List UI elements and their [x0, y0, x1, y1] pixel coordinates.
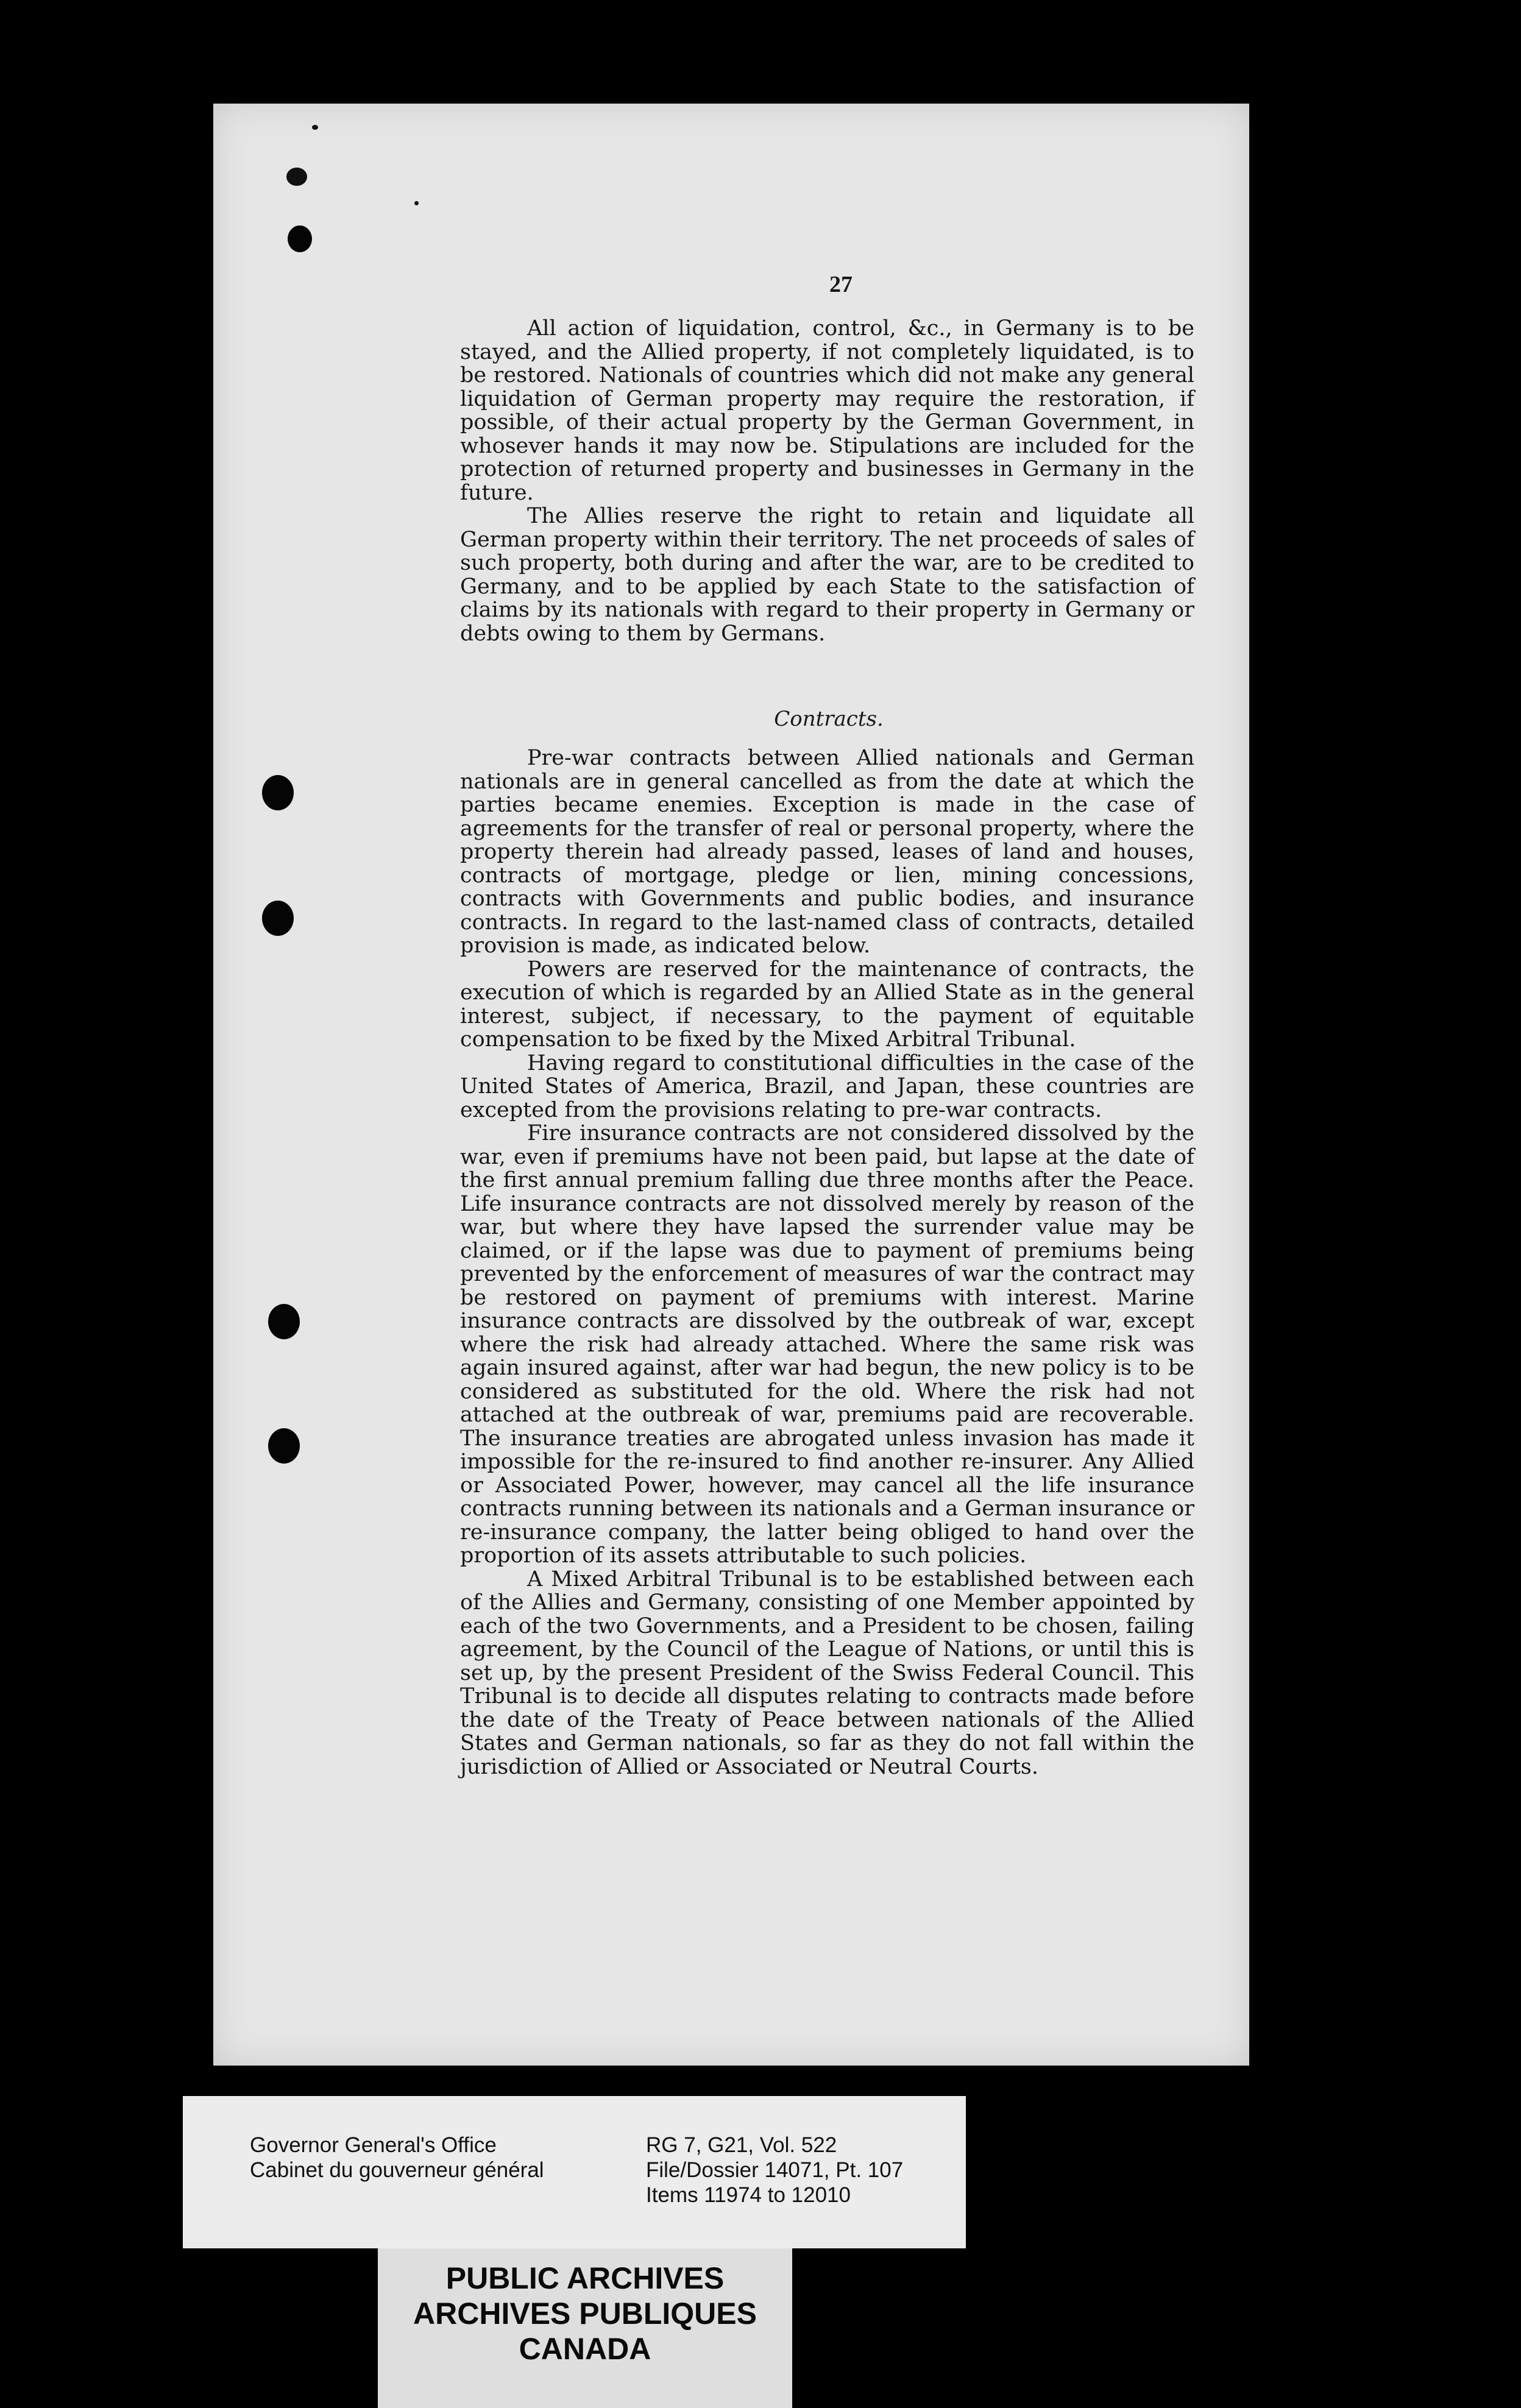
binder-hole [268, 1428, 300, 1464]
archive-reference-card [183, 2096, 966, 2248]
page-speck [286, 168, 307, 186]
public-archives-label [378, 2248, 792, 2408]
body-text-contracts [460, 746, 1194, 1779]
archive-label-line: PUBLIC ARCHIVES [445, 2261, 725, 2295]
paragraph: The Allies reserve the right to retain and liquidate all German property within their territory. The net proceeds of sales of such property, both during and after the war, are to be credited to Germany, and to be applied by each State to the satisfaction of claims by its nationals with regard to their property in Germany or debts owing to them by Germans. [460, 504, 1194, 646]
paragraph: Pre-war contracts between Allied nationals and German nationals are in general cancelled as from the date at which the parties became enemies. Exception is made in the case of agreements for the transfer of real or personal property, where the property therein had already passed, leases of land and houses, contracts of mortgage, pledge or lien, mining concessions, contracts with Governments and public bodies, and insurance contracts. In regard to the last-named class of contracts, detailed provision is made, as indicated below. [460, 746, 1194, 958]
binder-hole [262, 901, 294, 936]
paragraph: Powers are reserved for the maintenance of contracts, the execution of which is regarded by an Allied State as in the general interest, subject, if necessary, to the payment of equitable compensation to be fixed by the Mixed Arbitral Tribunal. [460, 957, 1194, 1052]
archive-label-line: CANADA [519, 2332, 651, 2366]
archive-label-text [378, 2261, 792, 2367]
paragraph: All action of liquidation, control, &c., in Germany is to be stayed, and the Allied property, if not completely liquidated, is to be restored. Nationals of countries which did not make any general liquidation of German property may require the restoration, if possible, of their actual property by the German Government, in whosever hands it may now be. Stipulations are included for the protection of returned property and businesses in Germany in the future. [460, 316, 1194, 505]
binder-hole [288, 225, 312, 252]
record-group: RG 7, G21, Vol. 522 [646, 2133, 837, 2157]
reference-numbers [646, 2133, 903, 2208]
page-speck [414, 201, 419, 205]
page-number: 27 [829, 272, 853, 297]
binder-hole [262, 775, 294, 810]
paragraph: Fire insurance contracts are not considered dissolved by the war, even if premiums have not been paid, but lapse at the date of the first annual premium falling due three months after the Peace. Life insurance contracts are not dissolved merely by reason of the war, but where they have lapsed the surrender value may be claimed, or if the lapse was due to payment of premiums being prevented by the enforcement of measures of war the contract may be restored on payment of premiums with interest. Marine insurance contracts are dissolved by the outbreak of war, except where the risk had already attached. Where the same risk was again insured against, after war had begun, the new policy is to be considered as substituted for the old. Where the risk had not attached at the outbreak of war, premiums paid are recoverable. The insurance treaties are abrogated unless invasion has made it impossible for the re-insured to find another re-insurer. Any Allied or Associated Power, however, may cancel all the life insurance contracts running between its nationals and a German insurance or re-insurance company, the latter being obliged to hand over the proportion of its assets attributable to such policies. [460, 1121, 1194, 1568]
item-range: Items 11974 to 12010 [646, 2183, 851, 2207]
office-name-en: Governor General's Office [250, 2133, 497, 2157]
body-text-top [460, 317, 1194, 645]
file-number: File/Dossier 14071, Pt. 107 [646, 2158, 904, 2182]
section-heading: Contracts. [774, 707, 884, 731]
paragraph: Having regard to constitutional difficulties in the case of the United States of America, Brazil, and Japan, these countries are excepted from the provisions relating to pre-war contracts. [460, 1050, 1194, 1122]
paragraph: A Mixed Arbitral Tribunal is to be established between each of the Allies and Germany, consisting of one Member appointed by each of the two Governments, and a President to be chosen, failing agreement, by the Council of the League of Nations, or until this is set up, by the present President of the Swiss Federal Council. This Tribunal is to decide all disputes relating to contracts made before the date of the Treaty of Peace between nationals of the Allied States and German nationals, so far as they do not fall within the jurisdiction of Allied or Associated or Neutral Courts. [460, 1567, 1194, 1779]
archive-label-line: ARCHIVES PUBLIQUES [413, 2296, 757, 2331]
office-names [250, 2133, 544, 2183]
page-speck [312, 125, 318, 130]
office-name-fr: Cabinet du gouverneur général [250, 2158, 544, 2182]
binder-hole [268, 1304, 300, 1339]
